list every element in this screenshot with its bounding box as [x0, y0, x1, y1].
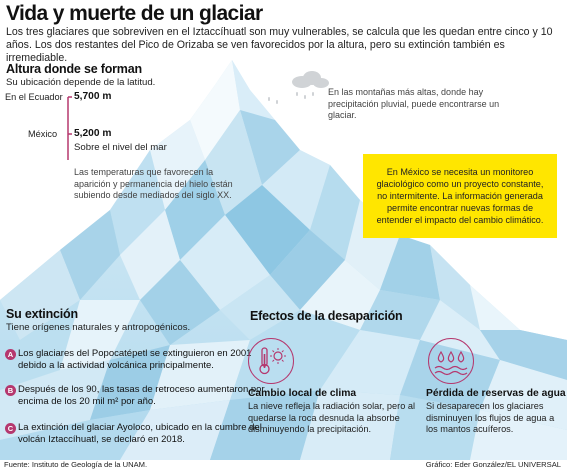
source-credit: Fuente: Instituto de Geología de la UNAM.	[4, 460, 148, 469]
monitoring-callout	[363, 154, 557, 238]
temperature-note: Las temperaturas que favorecen la aparición y permanencia del hielo están subiendo desde mediados del siglo XX.	[74, 167, 233, 200]
page-title: Vida y muerte de un glaciar	[6, 2, 263, 25]
mexico-altitude: 5,200 m	[74, 128, 112, 139]
graphic-credit: Gráfico: Eder González/EL UNIVERSAL	[425, 460, 561, 469]
water-loss-title: Pérdida de reservas de agua	[426, 388, 566, 399]
mexico-altitude-note: Sobre el nivel del mar	[74, 142, 167, 153]
badge-c: C	[5, 423, 16, 434]
extinction-item-c: La extinción del glaciar Ayoloco, ubicado en la cumbre del volcán Iztaccíhuatl, se declaró en 2018.	[18, 422, 262, 445]
badge-a: A	[5, 349, 16, 360]
rain-note: En las montañas más altas, donde hay precipitación pluvial, puede encontrarse un glaciar.	[328, 87, 500, 120]
thermometer-sun-icon	[248, 338, 294, 384]
ecuador-label: En el Ecuador	[5, 92, 63, 102]
monitoring-callout-text: En México se necesita un monitoreo glaciológico como un proyecto constante, no intermitente. La información generada permite encontrar nuevas formas de entender el impacto del cambio climático.	[376, 167, 544, 225]
extinction-item-a: Los glaciares del Popocatépetl se extinguieron en 2001 debido a la actividad volcánica principalmente.	[18, 348, 252, 371]
extinction-subheading: Tiene orígenes naturales y antropogénicos.	[6, 322, 191, 333]
intro-text: Los tres glaciares que sobreviven en el Iztaccíhuatl son muy vulnerables, se calcula que les quedan entre cinco y 10 años. Los dos restantes del Pico de Orizaba se ven favorecidos por la altura, pero su extinción también es irremediable.	[6, 26, 553, 64]
effects-heading: Efectos de la desaparición	[250, 309, 403, 323]
badge-b: B	[5, 385, 16, 396]
extinction-item-b: Después de los 90, las tasas de retroceso aumentaron por encima de los 20 mil m² por año.	[18, 384, 265, 407]
local-climate-title: Cambio local de clima	[248, 388, 357, 399]
water-loss-text: Si desaparecen los glaciares disminuyen los flujos de agua a los mantos acuíferos.	[426, 401, 555, 434]
mexico-label: México	[28, 129, 58, 139]
water-drops-icon	[428, 338, 474, 384]
rain-cloud-icon	[268, 71, 329, 104]
ecuador-altitude: 5,700 m	[74, 91, 112, 102]
local-climate-text: La nieve refleja la radiación solar, pero al quedarse la roca desnuda la absorbe disminuyendo la precipitación.	[248, 401, 416, 434]
altitude-heading: Altura donde se forman	[6, 62, 142, 76]
altitude-subheading: Su ubicación depende de la latitud.	[6, 77, 156, 88]
extinction-heading: Su extinción	[6, 307, 78, 321]
